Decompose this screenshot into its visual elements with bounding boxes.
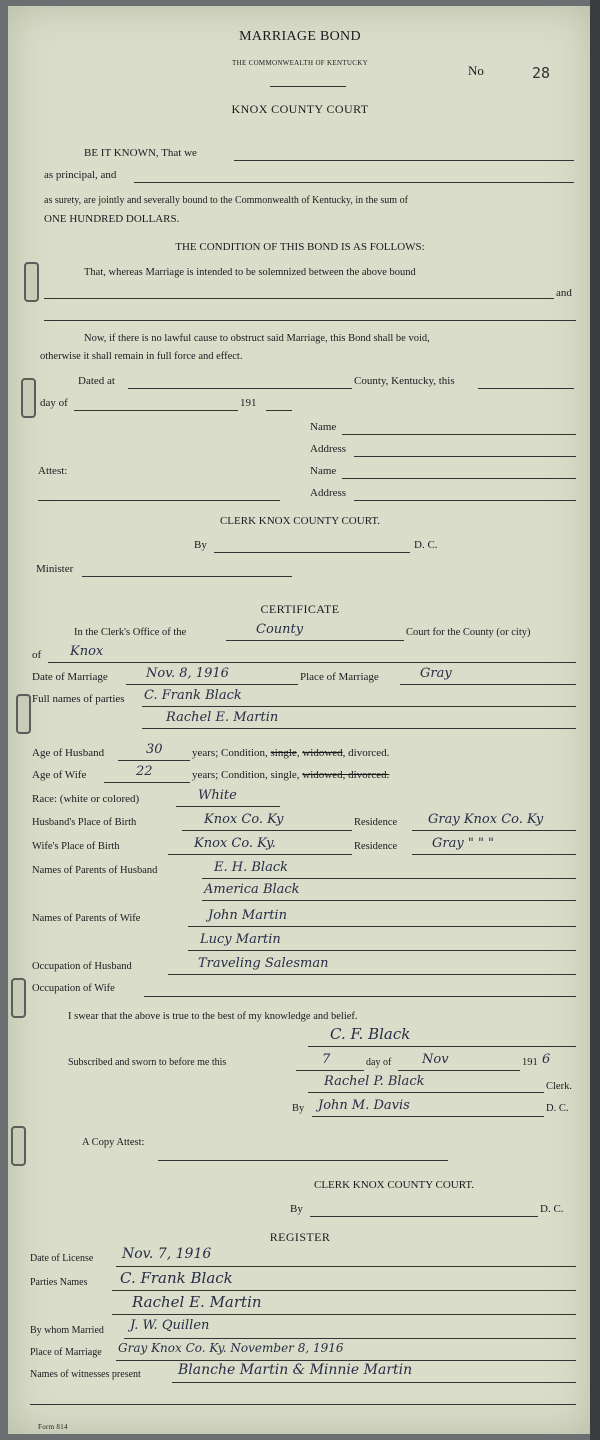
subscribed-year-digit: 6 [542, 1052, 551, 1067]
dated-at-label: Dated at [78, 375, 115, 387]
date-of-marriage-value: Nov. 8, 1916 [146, 666, 229, 681]
subscribed-month-line [398, 1070, 520, 1071]
subscribed-day-of: day of [366, 1057, 392, 1068]
address-line-1 [354, 456, 576, 457]
court-for-label: Court for the County (or city) [406, 627, 531, 638]
by-line [214, 552, 410, 553]
subscribed-day-line [296, 1070, 364, 1071]
whereas-line [44, 298, 554, 299]
husband-birth-value: Knox Co. Ky [204, 812, 284, 827]
county-handwritten: County [256, 622, 304, 637]
husband-parents-line [202, 878, 576, 879]
by-whom-married-value: J. W. Quillen [130, 1318, 210, 1333]
copy-attest-label: A Copy Attest: [82, 1137, 145, 1148]
register-place-value: Gray Knox Co. Ky. November 8, 1916 [118, 1341, 344, 1355]
court-title: KNOX COUNTY COURT [231, 102, 369, 116]
husband-parent-1: E. H. Black [214, 860, 288, 875]
wife-residence-value: Gray " " " [432, 836, 495, 851]
dated-at-line [128, 388, 352, 389]
deputy-by-label: By [292, 1103, 305, 1114]
by-whom-married-line [124, 1338, 576, 1339]
condition-title: THE CONDITION OF THIS BOND IS AS FOLLOWS: [175, 241, 425, 253]
age-husband-condition: years; Condition, single, widowed, divorced. [192, 747, 390, 759]
parties-names-label: Parties Names [30, 1277, 88, 1288]
wife-occupation-label: Occupation of Wife [32, 983, 115, 994]
day-of-label: day of [40, 397, 68, 409]
day-of-line [74, 410, 238, 411]
deputy-dc-label: D. C. [546, 1103, 569, 1114]
subscribed-month: Nov [422, 1052, 449, 1067]
register-party-2: Rachel E. Martin [132, 1293, 262, 1311]
party-1-handwritten: C. Frank Black [144, 688, 242, 703]
swear-signature-line [308, 1046, 576, 1047]
subscribed-year: 191 [522, 1057, 538, 1068]
husband-parents-line-2 [202, 900, 576, 901]
form-number: Form 814 [38, 1423, 68, 1431]
page-edge-shadow [590, 0, 600, 1440]
husband-residence-line [412, 830, 576, 831]
whereas-line-2 [44, 320, 576, 321]
husband-parents-label: Names of Parents of Husband [32, 865, 158, 876]
swear-signature: C. F. Black [330, 1025, 411, 1043]
address-label-1: Address [310, 443, 347, 455]
commonwealth-subtitle: THE COMMONWEALTH OF KENTUCKY [232, 59, 368, 67]
license-date-value: Nov. 7, 1916 [122, 1246, 212, 1262]
single-struck: single [270, 747, 297, 759]
and-label: and [556, 287, 572, 299]
be-it-known-label: BE IT KNOWN, That we [84, 147, 197, 159]
husband-residence-label: Residence [354, 817, 398, 828]
year-label: 191 [240, 397, 257, 409]
place-of-marriage-label: Place of Marriage [300, 671, 379, 683]
wife-birth-label: Wife's Place of Birth [32, 841, 120, 852]
copy-dc-label: D. C. [540, 1203, 564, 1215]
bond-number: 28 [532, 64, 551, 82]
binder-clip-top [24, 262, 39, 302]
wife-parent-2: Lucy Martin [200, 932, 281, 947]
number-label: No [468, 63, 484, 78]
of-label: of [32, 649, 42, 661]
date-of-marriage-label: Date of Marriage [32, 671, 108, 683]
full-names-label: Full names of parties [32, 693, 125, 705]
clerk-signature-line [308, 1092, 544, 1093]
of-line [48, 662, 576, 663]
date-of-marriage-line [126, 684, 298, 685]
minister-line [82, 576, 292, 577]
age-wife-line [104, 782, 190, 783]
husband-occupation-line [168, 974, 576, 975]
binder-clip-swear [11, 978, 26, 1018]
name-line-1 [342, 434, 576, 435]
age-husband-line [118, 760, 190, 761]
dc-label: D. C. [414, 539, 438, 551]
clerk-signature: Rachel P. Black [324, 1074, 425, 1089]
license-date-line [116, 1266, 576, 1267]
deputy-signature-line [312, 1116, 544, 1117]
address-label-2: Address [310, 487, 347, 499]
by-label: By [194, 539, 207, 551]
husband-parent-2: America Black [204, 882, 300, 897]
copy-by-line [310, 1216, 538, 1217]
full-names-line [142, 706, 576, 707]
widowed-struck: widowed [302, 747, 343, 759]
address-line-2 [354, 500, 576, 501]
parties-names-line-2 [112, 1314, 576, 1315]
copy-by-label: By [290, 1203, 303, 1215]
husband-occupation-label: Occupation of Husband [32, 961, 132, 972]
age-wife-label: Age of Wife [32, 769, 87, 781]
wife-birth-line [168, 854, 352, 855]
place-of-marriage-line [400, 684, 576, 685]
wife-residence-line [412, 854, 576, 855]
age-husband-value: 30 [146, 742, 163, 757]
clerk-office-line [226, 640, 404, 641]
certificate-title: CERTIFICATE [260, 602, 340, 616]
husband-occupation-value: Traveling Salesman [198, 956, 329, 971]
register-party-1: C. Frank Black [120, 1269, 233, 1287]
binder-clip-cert [16, 694, 31, 734]
clerk-label: Clerk. [546, 1081, 572, 1092]
subscribed-day: 7 [322, 1052, 331, 1067]
marriage-bond-document [8, 6, 592, 1434]
copy-attest-line [158, 1160, 448, 1161]
full-names-line-2 [142, 728, 576, 729]
surety-line [134, 182, 574, 183]
race-value: White [198, 788, 237, 803]
wife-parents-line [188, 926, 576, 927]
name-label-2: Name [310, 465, 337, 477]
wife-parents-line-2 [188, 950, 576, 951]
witnesses-label: Names of witnesses present [30, 1369, 141, 1380]
of-handwritten: Knox [70, 644, 104, 659]
binder-clip-mid [21, 378, 36, 418]
attest-label: Attest: [38, 465, 68, 477]
wife-occupation-line [144, 996, 576, 997]
race-line [176, 806, 280, 807]
name-line-2 [342, 478, 576, 479]
document-title: MARRIAGE BOND [239, 29, 361, 44]
whereas-text: That, whereas Marriage is intended to be solemnized between the above bound [84, 267, 416, 278]
wife-parents-label: Names of Parents of Wife [32, 913, 141, 924]
attest-line [38, 500, 280, 501]
swear-statement: I swear that the above is true to the best of my knowledge and belief. [68, 1011, 358, 1022]
license-date-label: Date of License [30, 1253, 94, 1264]
header-rule [270, 86, 346, 87]
principal-line [234, 160, 574, 161]
wife-birth-value: Knox Co. Ky. [194, 836, 276, 851]
wife-parent-1: John Martin [208, 908, 287, 923]
principal-label: as principal, and [44, 169, 117, 181]
husband-birth-label: Husband's Place of Birth [32, 817, 137, 828]
widowed-divorced-struck: widowed, divorced. [302, 769, 390, 781]
clerk-court-label: CLERK KNOX COUNTY COURT. [314, 1179, 475, 1191]
register-place-line [116, 1360, 576, 1361]
bond-sum: ONE HUNDRED DOLLARS. [44, 213, 180, 225]
age-husband-label: Age of Husband [32, 747, 105, 759]
party-2-handwritten: Rachel E. Martin [166, 710, 279, 725]
year-line [266, 410, 292, 411]
wife-residence-label: Residence [354, 841, 398, 852]
binder-clip-bottom [11, 1126, 26, 1166]
race-label: Race: (white or colored) [32, 793, 140, 805]
register-place-label: Place of Marriage [30, 1347, 102, 1358]
age-wife-value: 22 [136, 764, 153, 779]
by-whom-married-label: By whom Married [30, 1325, 104, 1336]
subscribed-label: Subscribed and sworn to before me this [68, 1057, 227, 1068]
county-ky-label: County, Kentucky, this [354, 375, 455, 387]
name-label-1: Name [310, 421, 337, 433]
husband-residence-value: Gray Knox Co. Ky [428, 812, 544, 827]
register-title: REGISTER [269, 1230, 331, 1244]
witnesses-line [172, 1382, 576, 1383]
witnesses-value: Blanche Martin & Minnie Martin [178, 1362, 413, 1378]
surety-text: as surety, are jointly and severally bound to the Commonwealth of Kentucky, in the sum of [44, 195, 408, 206]
deputy-signature: John M. Davis [318, 1098, 410, 1113]
in-clerk-office-label: In the Clerk's Office of the [74, 627, 187, 638]
husband-birth-line [182, 830, 352, 831]
clerk-title: CLERK KNOX COUNTY COURT. [219, 515, 381, 527]
parties-names-line [112, 1290, 576, 1291]
place-of-marriage-value: Gray [420, 666, 452, 681]
minister-label: Minister [36, 563, 74, 575]
now-text-1: Now, if there is no lawful cause to obstruct said Marriage, this Bond shall be void, [84, 333, 430, 344]
age-wife-condition: years; Condition, single, widowed, divorced. [192, 769, 390, 781]
witnesses-line-2 [30, 1404, 576, 1405]
this-line [478, 388, 574, 389]
now-text-2: otherwise it shall remain in full force and effect. [40, 351, 243, 362]
